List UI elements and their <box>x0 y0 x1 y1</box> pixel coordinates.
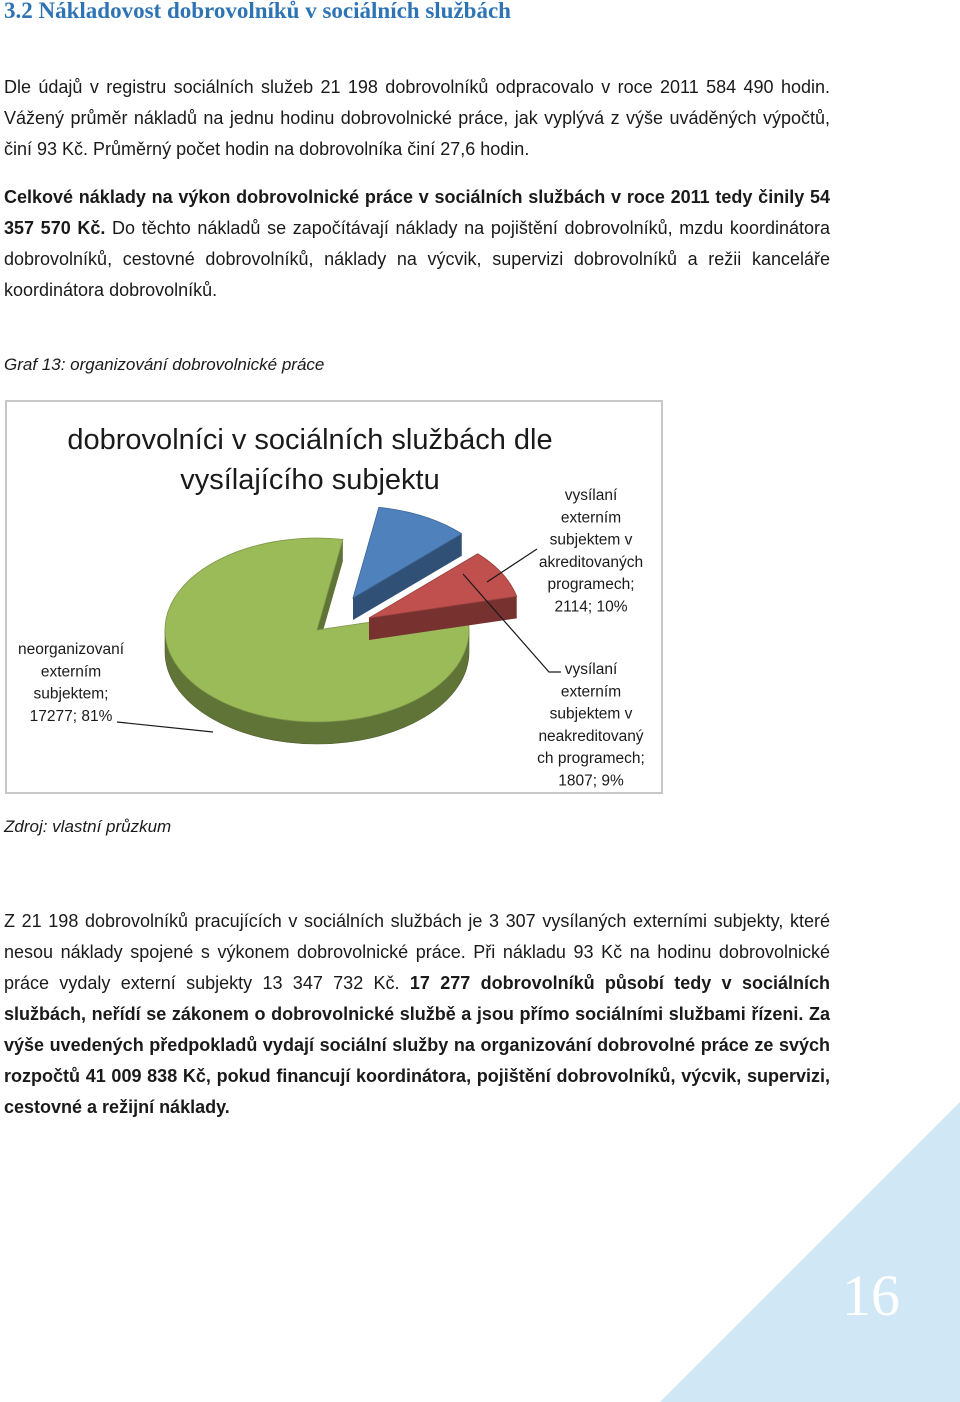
source-caption: Zdroj: vlastní průzkum <box>4 817 172 836</box>
pie-label-unorganized: neorganizovaní externím subjektem; 17277; 81% <box>18 641 124 725</box>
paragraph-external-bold: 17 277 dobrovolníků působí tedy v sociálních službách, neřídí se zákonem o dobrovolnické službě a jsou přímo sociálními službami řízeni. Za výše uvedených předpokladů vydají sociální služby na organizování dobrovolné práce ze svých rozpočtů 41 009 838 Kč, pokud financují koordinátora, pojištění dobrovolníků, výcvik, supervizi, cestovné a režijní náklady. <box>4 973 830 1117</box>
paragraph-costs <box>4 182 830 306</box>
section-heading: 3.2 Nákladovost dobrovolníků v sociálních službách <box>4 0 511 23</box>
pie-chart <box>5 400 663 794</box>
paragraph-external <box>4 906 830 1123</box>
paragraph-costs-bold: Celkové náklady na výkon dobrovolnické práce v sociálních službách v roce 2011 tedy činily 54 357 570 Kč. <box>4 187 830 238</box>
pie-chart-svg <box>7 402 661 792</box>
pie-label-non-accredited: vysílaní externím subjektem v neakreditovaný ch programech; 1807; 9% <box>537 661 645 790</box>
pie-leader-line <box>117 722 213 732</box>
page-number: 16 <box>842 1263 900 1328</box>
paragraph-intro: Dle údajů v registru sociálních služeb 21 198 dobrovolníků odpracovalo v roce 2011 584 490 hodin. Vážený průměr nákladů na jednu hodinu dobrovolnické práce, jak vyplývá z výše uváděných výpočtů, činí 93 Kč. Průměrný počet hodin na dobrovolníka činí 27,6 hodin. <box>4 77 830 159</box>
chart-title: dobrovolníci v sociálních službách dle vysílajícího subjektu <box>67 424 553 496</box>
paragraph-external-normal: Z 21 198 dobrovolníků pracujících v sociálních službách je 3 307 vysílaných externími subjekty, které nesou náklady spojené s výkonem dobrovolnické práce. Při nákladu 93 Kč na hodinu dobrovolnické práce vydaly externí subjekty 13 347 732 Kč. <box>4 911 830 993</box>
corner-decoration <box>660 1102 960 1402</box>
pie-label-accredited: vysílaní externím subjektem v akreditovaných programech; 2114; 10% <box>538 487 644 616</box>
paragraph-costs-rest: Do těchto nákladů se započítávají náklady na pojištění dobrovolníků, mzdu koordinátora dobrovolníků, cestovné dobrovolníků, náklady na výcvik, supervizi dobrovolníků a režii kanceláře koordinátora dobrovolníků. <box>4 218 830 300</box>
graph-caption: Graf 13: organizování dobrovolnické práce <box>4 355 325 374</box>
